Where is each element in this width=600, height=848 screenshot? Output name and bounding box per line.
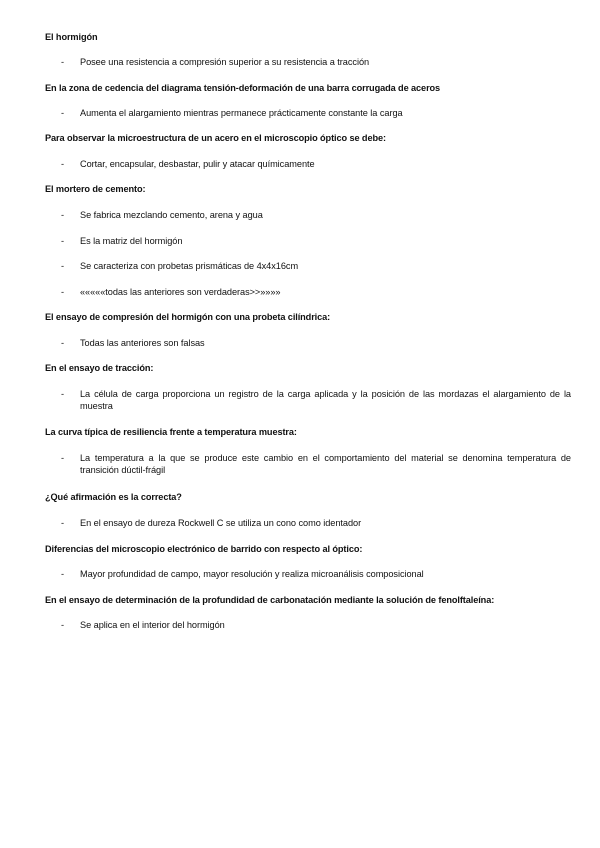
bullet-dash: - [61, 236, 65, 246]
answer-text: La célula de carga proporciona un registro de la carga aplicada y la posición de las mordazas el alargamiento de la muestra [80, 389, 571, 411]
question-heading: ¿Qué afirmación es la correcta? [45, 492, 182, 502]
question-heading: En el ensayo de determinación de la profundidad de carbonatación mediante la solución de fenolftaleína: [45, 595, 495, 605]
answer-item [61, 286, 571, 298]
answer-item [61, 158, 571, 170]
answer-text: Es la matriz del hormigón [80, 236, 183, 246]
answer-item [61, 388, 571, 412]
bullet-dash: - [61, 57, 65, 67]
bullet-dash: - [61, 338, 65, 348]
answer-text: Aumenta el alargamiento mientras permanece prácticamente constante la carga [80, 108, 403, 118]
bullet-dash: - [61, 620, 65, 630]
question-heading: La curva típica de resiliencia frente a temperatura muestra: [45, 427, 297, 437]
answer-text: Cortar, encapsular, desbastar, pulir y atacar químicamente [80, 159, 315, 169]
answer-item [61, 107, 571, 119]
answer-item [61, 452, 571, 476]
answer-item [61, 568, 571, 580]
bullet-dash: - [61, 569, 65, 579]
answer-text: Se fabrica mezclando cemento, arena y agua [80, 210, 263, 220]
bullet-dash: - [61, 210, 65, 220]
answer-text: «««««todas las anteriores son verdaderas>>»»»» [80, 287, 281, 297]
bullet-dash: - [61, 287, 65, 297]
answer-text: Se caracteriza con probetas prismáticas de 4x4x16cm [80, 261, 299, 271]
answer-item [61, 517, 571, 529]
answer-text: Posee una resistencia a compresión superior a su resistencia a tracción [80, 57, 370, 67]
answer-text: Se aplica en el interior del hormigón [80, 620, 225, 630]
answer-item [61, 235, 571, 247]
question-heading: Para observar la microestructura de un acero en el microscopio óptico se debe: [45, 133, 386, 143]
question-heading: En el ensayo de tracción: [45, 363, 154, 373]
bullet-dash: - [61, 108, 65, 118]
question-heading: El mortero de cemento: [45, 184, 146, 194]
bullet-dash: - [61, 261, 65, 271]
answer-text: La temperatura a la que se produce este cambio en el comportamiento del material se denomina temperatura de transición dúctil-frágil [80, 453, 571, 475]
answer-text: Todas las anteriores son falsas [80, 338, 205, 348]
bullet-dash: - [61, 518, 65, 528]
answer-item [61, 337, 571, 349]
bullet-dash: - [61, 159, 65, 169]
question-heading: Diferencias del microscopio electrónico de barrido con respecto al óptico: [45, 544, 363, 554]
answer-text: En el ensayo de dureza Rockwell C se utiliza un cono como identador [80, 518, 362, 528]
bullet-dash: - [61, 453, 65, 463]
answer-item [61, 619, 571, 631]
question-heading: En la zona de cedencia del diagrama tensión-deformación de una barra corrugada de aceros [45, 83, 441, 93]
answer-item [61, 260, 571, 272]
answer-item [61, 209, 571, 221]
answer-text: Mayor profundidad de campo, mayor resolución y realiza microanálisis composicional [80, 569, 424, 579]
question-heading: El ensayo de compresión del hormigón con una probeta cilíndrica: [45, 312, 331, 322]
question-heading: El hormigón [45, 32, 98, 42]
bullet-dash: - [61, 389, 65, 399]
answer-item [61, 56, 571, 68]
